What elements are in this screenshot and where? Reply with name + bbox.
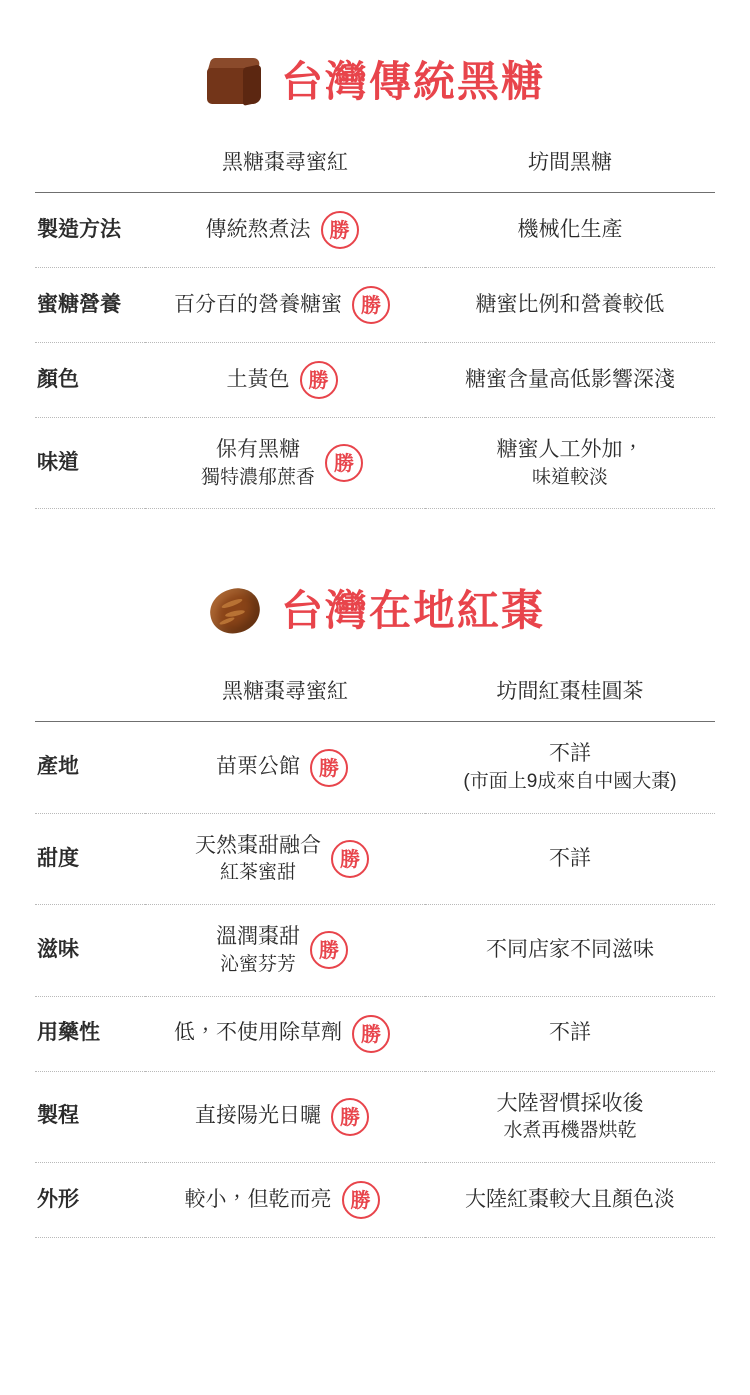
brown-sugar-block-icon [205,52,267,112]
bottom-spacer [0,1238,750,1298]
row-other-line1: 不詳 [549,742,591,766]
column-header-other: 坊間紅棗桂圓茶 [496,680,644,704]
table-row [35,996,715,1071]
section-brown-sugar [0,0,750,509]
row-other [425,722,715,813]
row-ours [145,813,425,904]
win-badge: 勝 [352,286,390,324]
table-header-row [35,146,715,193]
win-badge: 勝 [331,1098,369,1136]
row-other-line2: 水煮再機器烘乾 [503,1120,637,1142]
table-row [35,193,715,268]
row-other: 不詳 [549,1021,591,1045]
row-ours-text: 土黃色 [226,367,290,391]
row-ours [145,343,425,418]
row-ours [145,905,425,996]
row-other: 大陸紅棗較大且顏色淡 [465,1187,675,1211]
row-label: 外形 [37,1187,79,1211]
win-badge: 勝 [331,840,369,878]
row-ours-line1: 天然棗甜融合 [195,833,321,857]
table-row [35,1162,715,1237]
red-jujube-icon [205,581,267,641]
row-other-line2: 味道較淡 [531,466,608,488]
column-header-ours: 黑糖棗尋蜜紅 [222,680,348,704]
row-label: 甜度 [37,846,79,870]
row-ours [145,722,425,813]
row-other: 糖蜜含量高低影響深淺 [465,367,675,391]
row-ours-line2: 沁蜜芬芳 [219,953,296,975]
row-label: 味道 [37,450,79,474]
win-badge: 勝 [325,444,363,482]
row-ours-line1: 溫潤棗甜 [216,925,300,949]
row-ours-line2: 紅茶蜜甜 [219,862,296,884]
row-ours-text [201,436,315,490]
table-row [35,268,715,343]
table-row [35,418,715,509]
win-badge: 勝 [310,749,348,787]
row-label: 滋味 [37,938,79,962]
win-badge: 勝 [300,361,338,399]
table-row [35,905,715,996]
row-label: 製程 [37,1104,79,1128]
column-header-other: 坊間黑糖 [528,151,612,174]
row-ours-line2: 獨特濃郁蔗香 [200,466,315,488]
section-header [0,52,750,112]
table-row [35,813,715,904]
section-title: 台灣傳統黑糖 [280,57,545,106]
column-header-blank [35,675,145,722]
row-ours-text: 百分百的營養糖蜜 [174,292,342,316]
row-ours [145,996,425,1071]
column-header-blank [35,146,145,193]
row-other-line1: 糖蜜人工外加， [496,438,644,461]
row-ours [145,418,425,509]
row-other: 糖蜜比例和營養較低 [475,292,665,316]
table-row [35,1071,715,1162]
row-ours [145,268,425,343]
row-ours-text: 傳統熬煮法 [205,217,311,241]
row-label: 製造方法 [37,217,121,241]
win-badge: 勝 [352,1015,390,1053]
row-ours-text: 直接陽光日曬 [195,1104,321,1128]
row-ours-text: 較小，但乾而亮 [184,1187,332,1211]
table-row [35,722,715,813]
row-ours [145,1162,425,1237]
section-header [0,581,750,641]
row-ours-line1: 保有黑糖 [215,438,300,461]
column-header-ours: 黑糖棗尋蜜紅 [222,151,348,174]
win-badge: 勝 [321,211,359,249]
row-other: 不詳 [549,846,591,870]
comparison-table-sugar [35,146,715,509]
row-other: 不同店家不同滋味 [486,938,654,962]
row-other [425,1071,715,1162]
row-ours-text: 苗栗公館 [216,755,300,779]
row-other [425,418,715,509]
win-badge: 勝 [342,1181,380,1219]
comparison-table-jujube [35,675,715,1238]
win-badge: 勝 [310,931,348,969]
row-ours [145,1071,425,1162]
row-label: 產地 [37,755,79,779]
row-label: 用藥性 [37,1021,100,1045]
row-label: 蜜糖營養 [37,292,121,316]
row-other-line1: 大陸習慣採收後 [496,1091,644,1115]
row-label: 顏色 [37,367,79,391]
row-ours-text [195,832,321,886]
table-row [35,343,715,418]
row-other-line2: (市面上9成來自中國大棗) [463,770,677,792]
row-ours-text: 低，不使用除草劑 [174,1021,342,1045]
row-other: 機械化生產 [517,217,623,241]
table-header-row [35,675,715,722]
section-red-jujube [0,509,750,1238]
row-ours-text [216,923,300,977]
row-ours [145,193,425,268]
section-title: 台灣在地紅棗 [280,586,545,636]
